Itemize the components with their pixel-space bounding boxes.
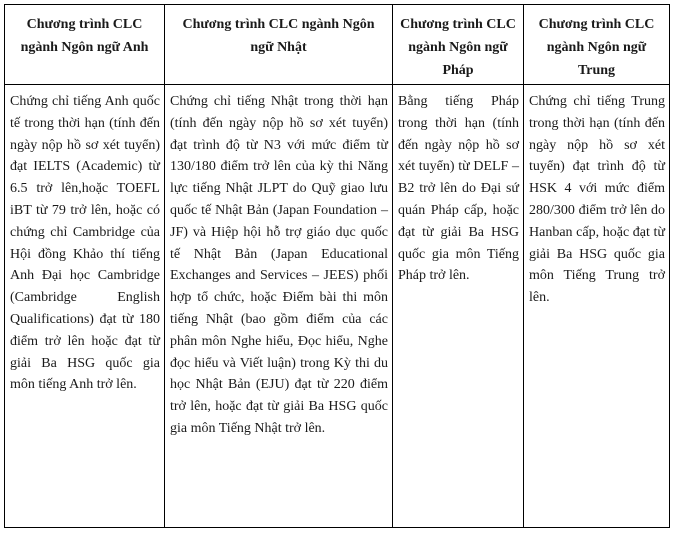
cell-french-requirement: Bằng tiếng Pháp trong thời hạn (tính đến ngày nộp hồ sơ xét tuyển) từ DELF – B2 trở lên do Đại sứ quán Pháp cấp, hoặc đạt từ giải Ba HSG quốc gia môn Tiếng Pháp trở lên.: [393, 85, 524, 528]
cell-japanese-requirement: Chứng chỉ tiếng Nhật trong thời hạn (tính đến ngày nộp hồ sơ xét tuyển) đạt trình độ từ N3 với mức điểm từ 130/180 điểm trở lên của kỳ thi Năng lực tiếng Nhật JLPT do Quỹ giao lưu quốc tế Nhật Bản (Japan Foundation – JF) và Hiệp hội hỗ trợ giáo dục quốc tế Nhật Bản (Japan Educational Exchanges and Services – JEES) phối hợp tổ chức, hoặc Điểm bài thi môn tiếng Nhật (bao gồm điểm của các phân môn Nghe hiểu, Đọc hiểu, Nghe đọc hiểu và Viết luận) trong Kỳ thi du học Nhật Bản (EJU) đạt từ 220 điểm trở lên, hoặc đạt từ giải Ba HSG quốc gia môn Tiếng Nhật trở lên.: [165, 85, 393, 528]
cell-english-requirement: Chứng chỉ tiếng Anh quốc tế trong thời hạn (tính đến ngày nộp hồ sơ xét tuyển) đạt IELTS (Academic) từ 6.5 trở lên,hoặc TOEFL iBT từ 79 trở lên, hoặc có chứng chỉ Cambridge của Hội đồng Khảo thí tiếng Anh Đại học Cambridge (Cambridge English Qualifications) đạt từ 180 điểm trở lên hoặc đạt từ giải Ba HSG quốc gia môn tiếng Anh trở lên.: [5, 85, 165, 528]
cell-chinese-requirement: Chứng chỉ tiếng Trung trong thời hạn (tính đến ngày nộp hồ sơ xét tuyển) đạt trình độ từ HSK 4 với mức điểm 280/300 điểm trở lên do Hanban cấp, hoặc đạt từ giải Ba HSG quốc gia môn Tiếng Trung trở lên.: [524, 85, 670, 528]
requirements-row: [5, 85, 670, 528]
requirements-table: [4, 4, 670, 528]
header-japanese: Chương trình CLC ngành Ngôn ngữ Nhật: [165, 5, 393, 85]
header-chinese: Chương trình CLC ngành Ngôn ngữ Trung: [524, 5, 670, 85]
header-english: Chương trình CLC ngành Ngôn ngữ Anh: [5, 5, 165, 85]
header-row: [5, 5, 670, 85]
header-french: Chương trình CLC ngành Ngôn ngữ Pháp: [393, 5, 524, 85]
